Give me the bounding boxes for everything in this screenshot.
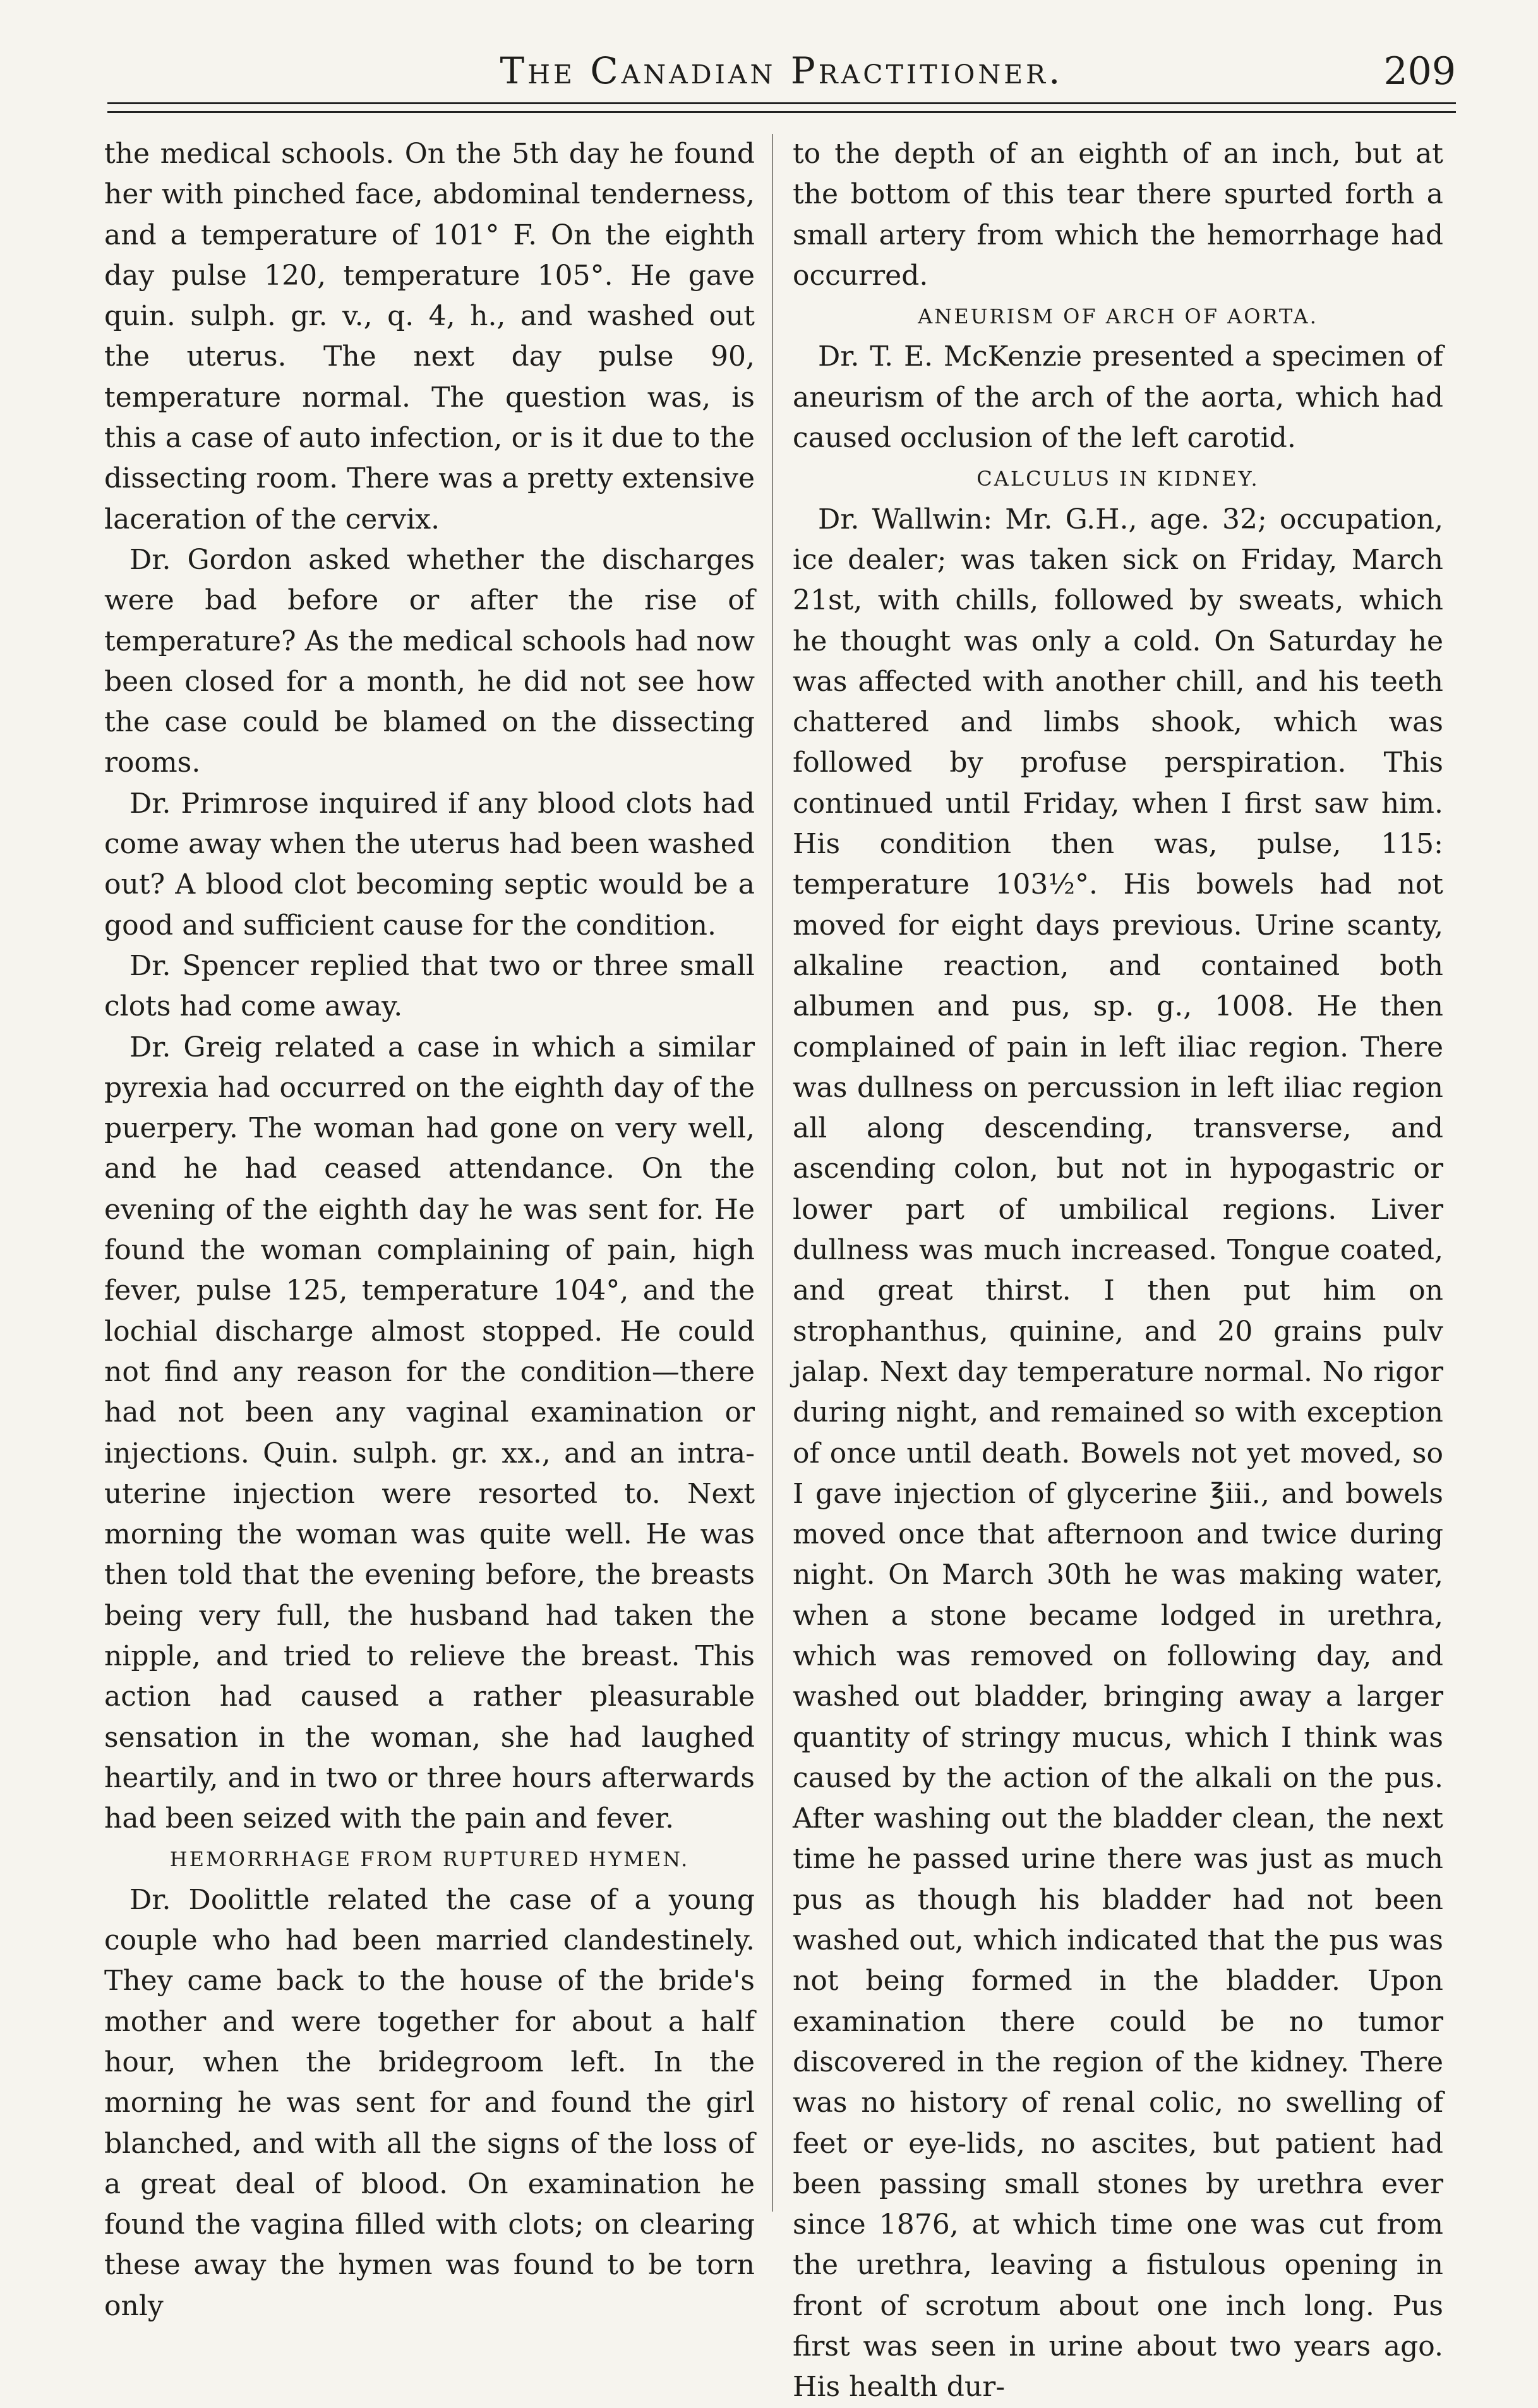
section-heading: ANEURISM OF ARCH OF AORTA. xyxy=(918,304,1318,329)
paragraph: Dr. Spencer replied that two or three small clots had come away. xyxy=(104,949,755,1023)
paragraph: Dr. Wallwin: Mr. G.H., age. 32; occupation, ice dealer; was taken sick on Friday, March 21st, with chills, followed by sweats, which he thought was only a cold. On Saturday he was affected with another chill, and his teeth chattered and limbs shook, which was followed by profuse perspiration. This continued until Friday, when I first saw him. His condition then was, pulse, 115: temperature 103½°. His bowels had not moved for eight days previous. Urine scanty, alkaline reaction, and contained both albumen and pus, sp. g., 1008. He then complained of pain in left iliac region. There was dullness on percussion in left iliac region all along descending, transverse, and ascending colon, but not in hypogastric or lower part of umbilical regions. Liver dullness was much increased. Tongue coated, and great thirst. I then put him on strophanthus, quinine, and 20 grains pulv jalap. Next day temperature normal. No rigor during night, and remained so with exception of once until death. Bowels not yet moved, so I gave injection of glycerine ℥iii., and bowels moved once that afternoon and twice during night. On March 30th he was making water, when a stone became lodged in urethra, which was removed on following day, and washed out bladder, bringing away a larger quantity of stringy mucus, which I think was caused by the action of the alkali on the pus. After washing out the bladder clean, the next time he passed urine there was just as much pus as though his bladder had not been washed out, which indicated that the pus was not being formed in the bladder. Upon examination there could be no tumor discovered in the region of the kidney. There was no history of renal colic, no swelling of feet or eye-lids, no ascites, but patient had been passing small stones by urethra ever since 1876, at which time one was cut from the urethra, leaving a fistulous opening in front of scrotum about one inch long. Pus first was seen in urine about two years ago. His health dur- xyxy=(793,503,1443,2404)
paragraph: the medical schools. On the 5th day he found her with pinched face, abdominal tenderness, and a temperature of 101° F. On the eighth day pulse 120, temperature 105°. He gave quin. sulph. gr. v., q. 4, h., and washed out the uterus. The next day pulse 90, temperature normal. The question was, is this a case of auto infection, or is it due to the dissecting room. There was a pretty extensive laceration of the cervix. xyxy=(104,138,755,536)
header-rule-top xyxy=(107,102,1456,104)
paragraph: Dr. Primrose inquired if any blood clots had come away when the uterus had been washed out? A blood clot becoming septic would be a good and sufficient cause for the condition. xyxy=(104,787,755,942)
paragraph: Dr. Gordon asked whether the discharges were bad before or after the rise of temperature? As the medical schools had now been closed for a month, he did not see how the case could be blamed on the dissecting rooms. xyxy=(104,543,755,779)
page-number: 209 xyxy=(1383,49,1456,93)
paragraph: Dr. Doolittle related the case of a young couple who had been married clandestinely. They came back to the house of the bride's mother and were together for about a half hour, when the bridegroom left. In the morning he was sent for and found the girl blanched, and with all the signs of the loss of a great deal of blood. On examination he found the vagina filled with clots; on clearing these away the hymen was found to be torn only xyxy=(104,1883,755,2322)
header-rule-bottom xyxy=(107,111,1456,113)
column-divider xyxy=(772,134,773,2212)
paragraph: to the depth of an eighth of an inch, but at the bottom of this tear there spurted forth a small artery from which the hemorrhage had occurred. xyxy=(793,138,1443,292)
running-title: The Canadian Practitioner. xyxy=(500,49,1064,92)
paragraph: Dr. Greig related a case in which a similar pyrexia had occurred on the eighth day of the puerpery. The woman had gone on very well, and he had ceased attendance. On the evening of the eighth day he was sent for. He found the woman complaining of pain, high fever, pulse 125, temperature 104°, and the lochial discharge almost stopped. He could not find any reason for the condition—there had not been any vaginal examination or injections. Quin. sulph. gr. xx., and an intra-uterine injection were resorted to. Next morning the woman was quite well. He was then told that the evening before, the breasts being very full, the husband had taken the nipple, and tried to relieve the breast. This action had caused a rather pleasurable sensation in the woman, she had laughed heartily, and in two or three hours afterwards had been seized with the pain and fever. xyxy=(104,1031,755,1835)
section-heading: HEMORRHAGE FROM RUPTURED HYMEN. xyxy=(169,1847,690,1872)
left-column xyxy=(104,134,755,2327)
section-heading: CALCULUS IN KIDNEY. xyxy=(976,467,1259,491)
paragraph: Dr. T. E. McKenzie presented a specimen of aneurism of the arch of the aorta, which had caused occlusion of the left carotid. xyxy=(793,340,1443,455)
right-column xyxy=(793,134,1443,2408)
